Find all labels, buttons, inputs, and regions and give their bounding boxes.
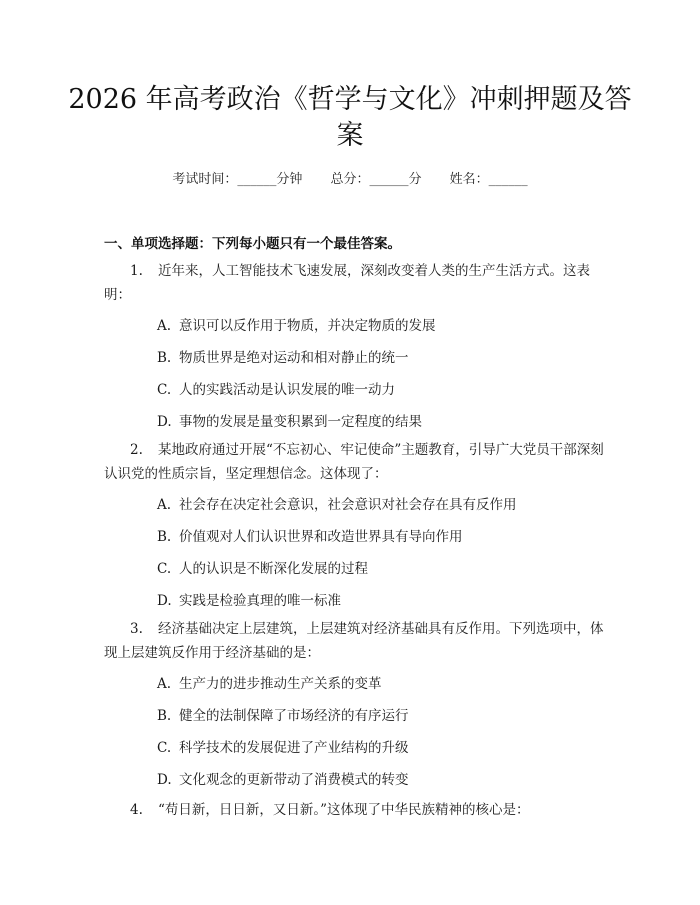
option-text: 物质世界是绝对运动和相对静止的统一 [179, 350, 409, 366]
option-letter: A. [157, 497, 172, 513]
option-letter: C. [157, 382, 172, 398]
question-1-option-a [157, 314, 436, 334]
option-letter: B. [157, 529, 172, 545]
question-number: 4. [130, 802, 143, 818]
option-text: 实践是检验真理的唯一标准 [179, 593, 341, 609]
question-2-option-a [157, 493, 517, 513]
option-text: 科学技术的发展促进了产业结构的升级 [179, 740, 409, 756]
question-1 [104, 259, 604, 307]
exam-time-field: 考试时间：______分钟 [172, 172, 303, 187]
question-3-option-c [157, 736, 409, 756]
option-letter: B. [157, 708, 172, 724]
question-1-option-b [157, 346, 409, 366]
question-3-option-b [157, 704, 409, 724]
option-letter: C. [157, 740, 172, 756]
question-text: 近年来，人工智能技术飞速发展，深刻改变着人类的生产生活方式。这表明： [104, 263, 590, 303]
option-text: 文化观念的更新带动了消费模式的转变 [179, 772, 409, 788]
question-3 [104, 617, 604, 665]
question-text: 某地政府通过开展“不忘初心、牢记使命”主题教育，引导广大党员干部深刻认识党的性质宗旨，坚定理想信念。这体现了： [104, 442, 604, 482]
question-2-option-d [157, 589, 341, 609]
option-text: 健全的法制保障了市场经济的有序运行 [179, 708, 409, 724]
option-text: 事物的发展是量变积累到一定程度的结果 [179, 414, 422, 430]
question-2-option-c [157, 557, 368, 577]
question-4 [104, 798, 604, 822]
option-text: 人的认识是不断深化发展的过程 [179, 561, 368, 577]
option-letter: A. [157, 676, 172, 692]
option-text: 社会存在决定社会意识，社会意识对社会存在具有反作用 [179, 497, 517, 513]
question-number: 2. [130, 442, 143, 458]
question-text: 经济基础决定上层建筑，上层建筑对经济基础具有反作用。下列选项中，体现上层建筑反作用于经济基础的是： [104, 621, 604, 661]
option-letter: D. [157, 772, 172, 788]
question-1-option-c [157, 378, 395, 398]
option-letter: A. [157, 318, 172, 334]
question-text: “苟日新，日日新，又日新。”这体现了中华民族精神的核心是： [158, 802, 530, 818]
option-text: 人的实践活动是认识发展的唯一动力 [179, 382, 395, 398]
question-2 [104, 438, 604, 486]
option-letter: D. [157, 593, 172, 609]
question-2-option-b [157, 525, 463, 545]
total-score-field: 总分：______分 [330, 172, 422, 187]
question-number: 1. [130, 263, 143, 279]
option-letter: C. [157, 561, 172, 577]
section-heading: 一、单项选择题：下列每小题只有一个最佳答案。 [104, 236, 401, 252]
name-field: 姓名：______ [449, 172, 528, 187]
exam-meta [0, 168, 700, 187]
option-letter: B. [157, 350, 172, 366]
option-text: 生产力的进步推动生产关系的变革 [179, 676, 382, 692]
option-text: 意识可以反作用于物质，并决定物质的发展 [179, 318, 436, 334]
question-3-option-a [157, 672, 382, 692]
option-text: 价值观对人们认识世界和改造世界具有导向作用 [179, 529, 463, 545]
question-3-option-d [157, 768, 409, 788]
question-number: 3. [130, 621, 143, 637]
page-title: 2026 年高考政治《哲学与文化》冲刺押题及答案 [68, 84, 632, 151]
question-1-option-d [157, 410, 422, 430]
option-letter: D. [157, 414, 172, 430]
